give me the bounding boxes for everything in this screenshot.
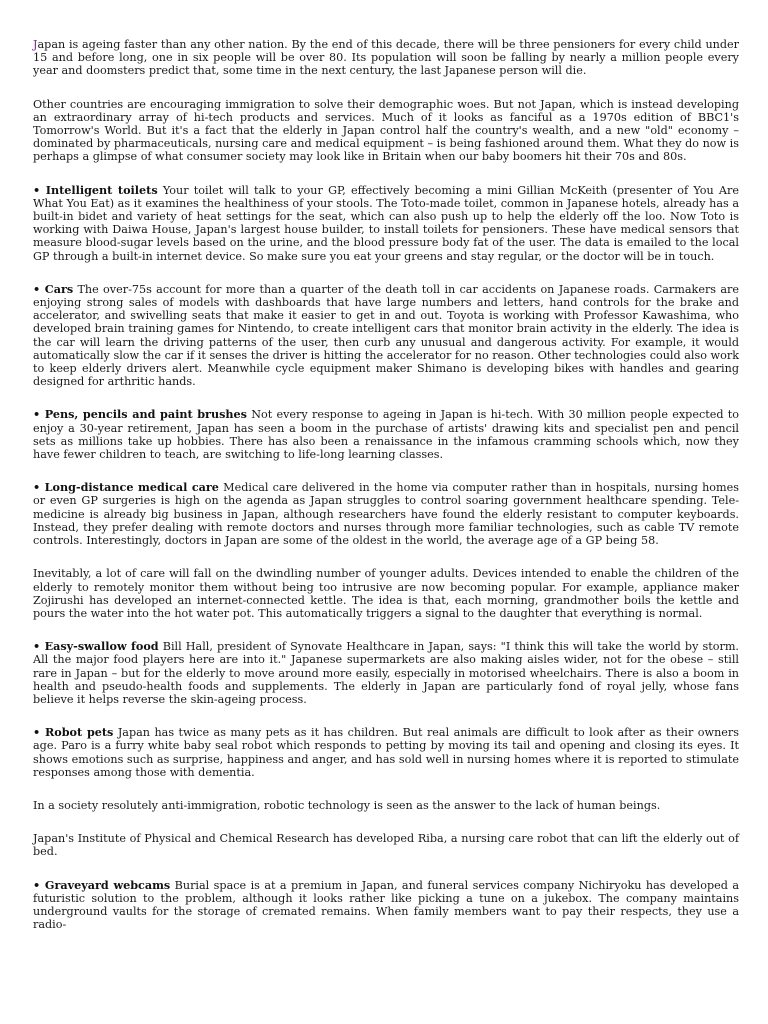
section-text-pets: Japan has twice as many pets as it has children. But real animals are difficult to look after as their owners age. Paro is a furry white baby seal robot which responds to petting by moving its tail and opening and closing its eyes. It shows emotions such as surprise, happiness and anger, and has sold well in nursing homes where it is reported to stimulate responses among those with dementia. — [33, 726, 739, 779]
intro-paragraph-1-text: apan is ageing faster than any other nation. By the end of this decade, there will be three pensioners for every child under 15 and before long, one in six people will be over 80. Its population will soon be falling by nearly a million people every year and doomsters predict that, some time in the next century, the last Japanese person will die. — [33, 38, 739, 78]
section-robot-pets — [33, 726, 739, 779]
section-text-medical: Medical care delivered in the home via computer rather than in hospitals, nursing homes or even GP surgeries is high on the agenda as Japan struggles to control soaring government healthcare spending. Tele-medicine is already big business in Japan, although researchers have found the elderly resistant to computer keyboards. Instead, they prefer dealing with remote doctors and nurses through more familiar technologies, such as cable TV remote controls. Interestingly, doctors in Japan are some of the oldest in the world, the average age of a GP being 58. — [33, 481, 739, 548]
section-easy-swallow-food — [33, 640, 739, 706]
section-medical-care — [33, 481, 739, 547]
section-heading-toilets: • Intelligent toilets — [33, 182, 158, 197]
paragraph-kettle: Inevitably, a lot of care will fall on the dwindling number of younger adults. Devices intended to enable the children of the elderly to remotely monitor them without being too intrusive are now becoming popular. For example, appliance maker Zojirushi has developed an internet-connected kettle. The idea is that, each morning, grandmother boils the kettle and pours the water into the hot water pot. This automatically triggers a signal to the daughter that everything is normal. — [33, 567, 739, 620]
section-text-food: Bill Hall, president of Synovate Healthcare in Japan, says: "I think this will take the world by storm. All the major food players here are into it." Japanese supermarkets are also making aisles wider, not for the obese – still rare in Japan – but for the elderly to move around more easily, especially in motorised wheelchairs. There is also a boom in health and pseudo-health foods and supplements. The elderly in Japan are particularly fond of royal jelly, whose fans believe it helps reverse the skin-ageing process. — [33, 640, 739, 706]
section-intelligent-toilets — [33, 184, 739, 263]
section-heading-food: • Easy-swallow food — [33, 639, 159, 654]
section-pens-pencils — [33, 408, 739, 461]
section-cars — [33, 283, 739, 389]
drop-cap-letter: J — [33, 38, 38, 51]
intro-paragraph-1 — [33, 38, 739, 78]
section-text-cars: The over-75s account for more than a quarter of the death toll in car accidents on Japanese roads. Carmakers are enjoying strong sales of models with dashboards that have large numbers and letters, hand controls for the brake and accelerator, and swivelling seats that make it easier to get in and out. Toyota is working with Professor Kawashima, who developed brain training games for Nintendo, to create intelligent cars that monitor brain activity in the elderly. The idea is the car will learn the driving patterns of the user, then curb any unusual and dangerous activity. For example, it would automatically slow the car if it senses the driver is hitting the accelerator for no reason. Other technologies could also work to keep elderly drivers alert. Meanwhile cycle equipment maker Shimano is developing bikes with handles and gearing designed for arthritic hands. — [33, 282, 739, 389]
section-heading-medical: • Long-distance medical care — [33, 480, 219, 495]
article-body — [33, 38, 739, 951]
section-heading-cars: • Cars — [33, 281, 74, 296]
section-text-graveyard: Burial space is at a premium in Japan, and funeral services company Nichiryoku has developed a futuristic solution to the problem, although it looks rather like picking a tune on a jukebox. The company maintains underground vaults for the storage of cremated remains. When family members want to pay their respects, they use a radio- — [33, 878, 739, 932]
section-text-pens: Not every response to ageing in Japan is hi-tech. With 30 million people expected to enjoy a 30-year retirement, Japan has seen a boom in the purchase of artists' drawing kits and specialist pen and pencil sets as millions take up hobbies. There has also been a renaissance in the infamous cramming schools which, now they have fewer children to teach, are switching to life-long learning classes. — [33, 408, 739, 462]
section-graveyard-webcams — [33, 879, 739, 932]
section-text-toilets: Your toilet will talk to your GP, effectively becoming a mini Gillian McKeith (presenter of You Are What You Eat) as it examines the healthiness of your stools. The Toto-made toilet, common in Japanese hotels, already has a built-in bidet and variety of heat settings for the seat, which can also push up to help the elderly off the loo. Now Toto is working with Daiwa House, Japan's largest house builder, to install toilets for pensioners. These have medical sensors that measure blood-sugar levels based on the urine, and the blood pressure body fat of the user. The data is emailed to the local GP through a built-in internet device. So make sure you eat your greens and stay regular, or the doctor will be in touch. — [33, 183, 739, 263]
section-heading-graveyard: • Graveyard webcams — [33, 877, 171, 892]
intro-paragraph-2: Other countries are encouraging immigration to solve their demographic woes. But not Japan, which is instead developing an extraordinary array of hi-tech products and services. Much of it looks as fanciful as a 1970s edition of BBC1's Tomorrow's World. But it's a fact that the elderly in Japan control half the country's wealth, and a new "old" economy – dominated by pharmaceuticals, nursing care and medical equipment – is being fashioned around them. What they do now is perhaps a glimpse of what consumer society may look like in Britain when our baby boomers hit their 70s and 80s. — [33, 97, 739, 164]
section-heading-pens: • Pens, pencils and paint brushes — [33, 407, 247, 422]
section-heading-pets: • Robot pets — [33, 725, 114, 740]
paragraph-riba: Japan's Institute of Physical and Chemical Research has developed Riba, a nursing care robot that can lift the elderly out of bed. — [33, 832, 739, 859]
paragraph-robotic-technology: In a society resolutely anti-immigration, robotic technology is seen as the answer to the lack of human beings. — [33, 798, 661, 812]
